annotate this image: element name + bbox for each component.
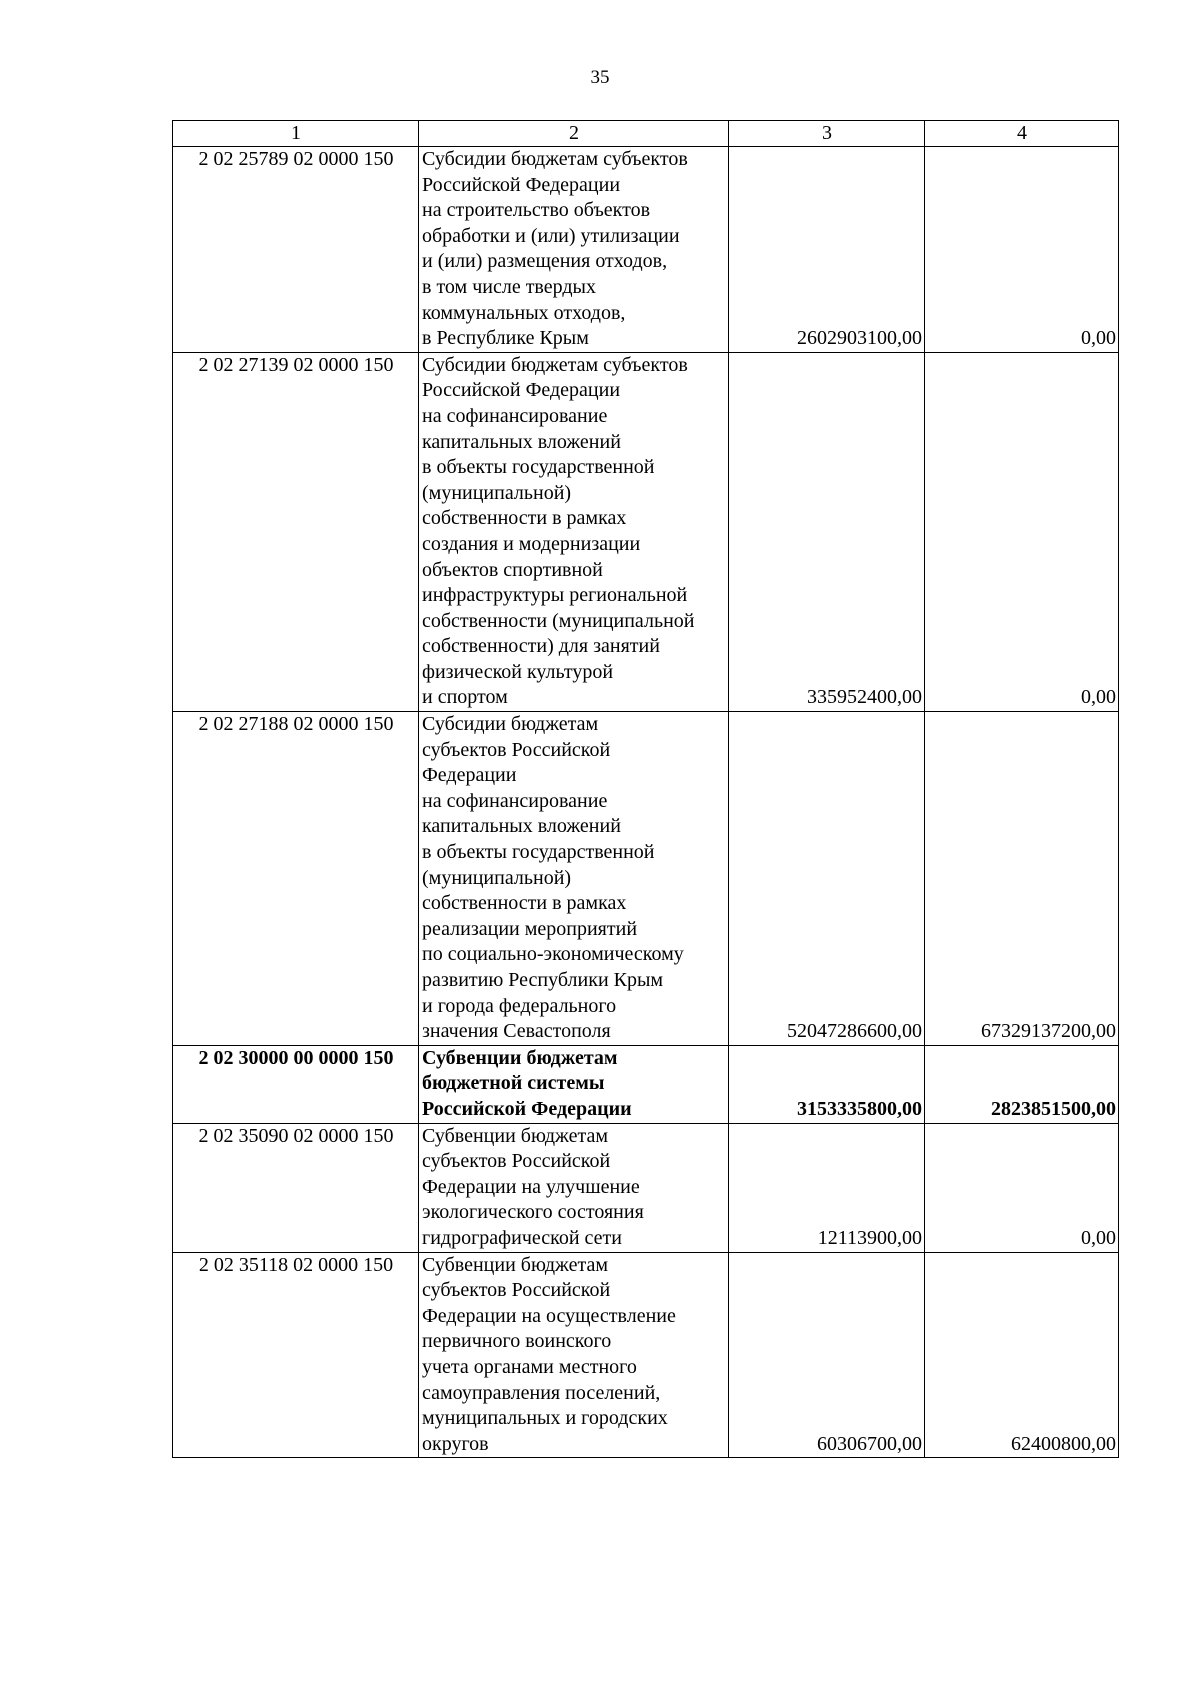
amount-col3-cell: 52047286600,00	[729, 712, 925, 1046]
revenue-name-cell: Субвенции бюджетам бюджетной системы Российской Федерации	[419, 1045, 729, 1123]
table-row	[173, 1123, 1119, 1252]
revenue-name-cell: Субвенции бюджетам субъектов Российской Федерации на осуществление первичного воинского учета органами местного самоуправления поселений, муниципальных и городских округов	[419, 1252, 729, 1458]
amount-col4-cell: 0,00	[925, 1123, 1119, 1252]
revenue-code-cell: 2 02 27188 02 0000 150	[173, 712, 419, 1046]
column-header-2: 2	[419, 121, 729, 147]
page-number: 35	[590, 67, 610, 88]
budget-revenue-table	[172, 120, 1119, 1458]
table-row	[173, 352, 1119, 711]
amount-col4-cell: 0,00	[925, 147, 1119, 353]
table-header-row	[173, 121, 1119, 147]
revenue-code-cell: 2 02 35118 02 0000 150	[173, 1252, 419, 1458]
amount-col3-cell: 60306700,00	[729, 1252, 925, 1458]
amount-col4-cell: 0,00	[925, 352, 1119, 711]
revenue-code-cell: 2 02 27139 02 0000 150	[173, 352, 419, 711]
amount-col3-cell: 335952400,00	[729, 352, 925, 711]
revenue-code-cell: 2 02 30000 00 0000 150	[173, 1045, 419, 1123]
amount-col3-cell: 12113900,00	[729, 1123, 925, 1252]
revenue-name-cell: Субвенции бюджетам субъектов Российской Федерации на улучшение экологического состояния гидрографической сети	[419, 1123, 729, 1252]
revenue-name-cell: Субсидии бюджетам субъектов Российской Федерации на софинансирование капитальных вложений в объекты государственной (муниципальной) собственности в рамках реализации мероприятий по социально-экономическому развитию Республики Крым и города федерального значения Севастополя	[419, 712, 729, 1046]
revenue-name-cell: Субсидии бюджетам субъектов Российской Федерации на строительство объектов обработки и (или) утилизации и (или) размещения отходов, в том числе твердых коммунальных отходов, в Республике Крым	[419, 147, 729, 353]
amount-col3-cell: 2602903100,00	[729, 147, 925, 353]
table-row	[173, 147, 1119, 353]
amount-col4-cell: 62400800,00	[925, 1252, 1119, 1458]
column-header-4: 4	[925, 121, 1119, 147]
table-row	[173, 1252, 1119, 1458]
column-header-1: 1	[173, 121, 419, 147]
amount-col4-cell: 2823851500,00	[925, 1045, 1119, 1123]
amount-col4-cell: 67329137200,00	[925, 712, 1119, 1046]
table-row	[173, 712, 1119, 1046]
revenue-name-cell: Субсидии бюджетам субъектов Российской Федерации на софинансирование капитальных вложений в объекты государственной (муниципальной) собственности в рамках создания и модернизации объектов спортивной инфраструктуры региональной собственности (муниципальной собственности) для занятий физической культурой и спортом	[419, 352, 729, 711]
revenue-code-cell: 2 02 25789 02 0000 150	[173, 147, 419, 353]
amount-col3-cell: 3153335800,00	[729, 1045, 925, 1123]
table-row-subtotal	[173, 1045, 1119, 1123]
revenue-code-cell: 2 02 35090 02 0000 150	[173, 1123, 419, 1252]
column-header-3: 3	[729, 121, 925, 147]
